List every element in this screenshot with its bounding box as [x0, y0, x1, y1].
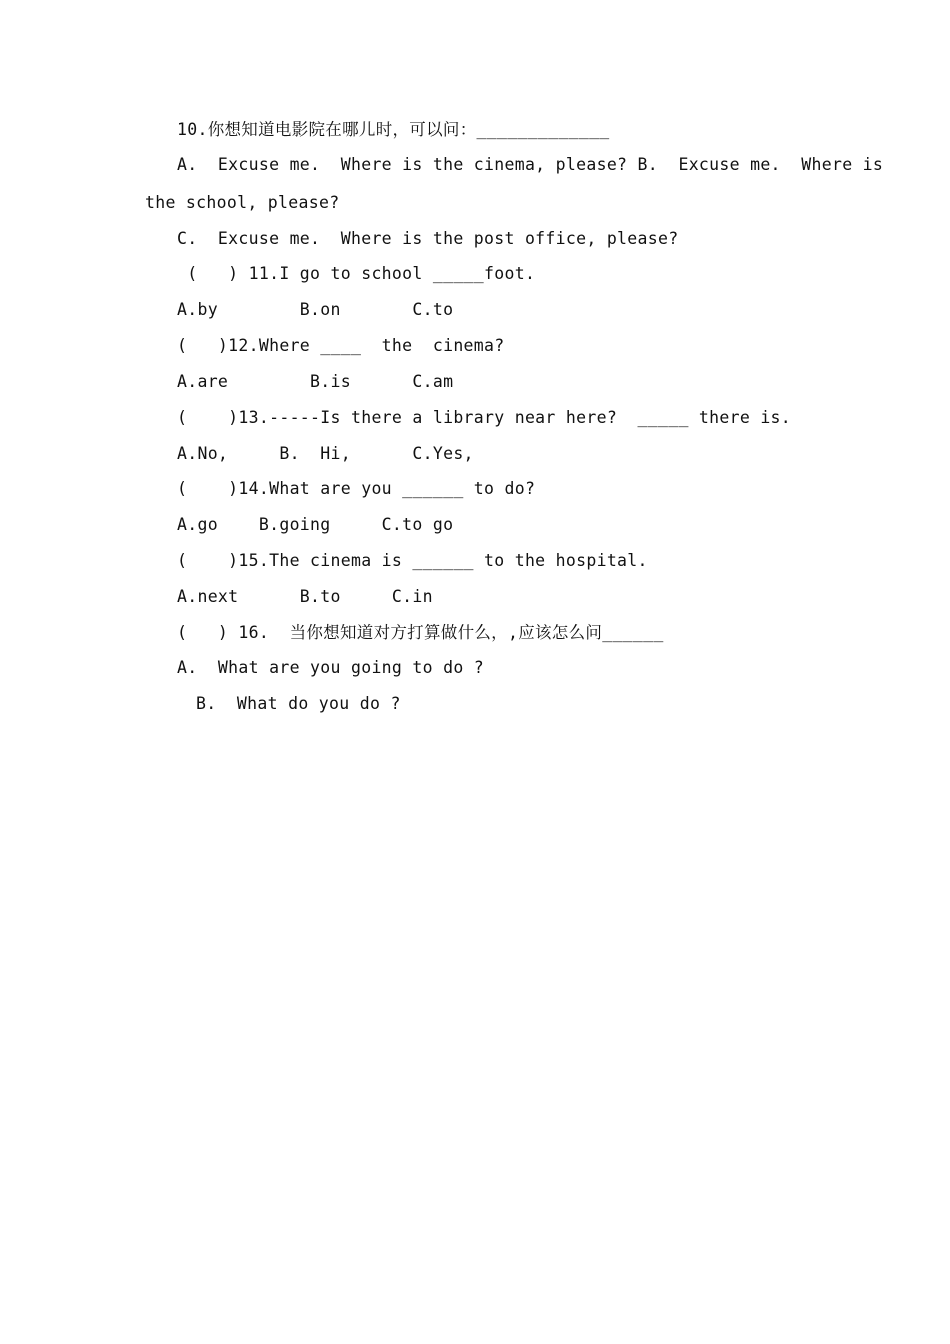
- question-13-options: A.No, B. Hi, C.Yes,: [177, 444, 474, 463]
- question-12-stem: ( )12.Where ____ the cinema?: [177, 336, 505, 355]
- question-14-options: A.go B.going C.to go: [177, 515, 454, 534]
- question-10-option-b-continued: the school, please?: [145, 193, 340, 212]
- question-11-stem: ( ) 11.I go to school _____foot.: [177, 264, 536, 283]
- question-12-options: A.are B.is C.am: [177, 372, 454, 391]
- question-10-option-a-b: A. Excuse me. Where is the cinema, please? B. Excuse me. Where is: [177, 155, 884, 174]
- question-10-option-c: C. Excuse me. Where is the post office, please?: [177, 229, 679, 248]
- question-16-option-a: A. What are you going to do ?: [177, 658, 485, 677]
- question-16-stem: ( ) 16. 当你想知道对方打算做什么，,应该怎么问______: [177, 623, 664, 642]
- question-16-option-b: B. What do you do ?: [196, 694, 401, 713]
- question-15-stem: ( )15.The cinema is ______ to the hospital.: [177, 551, 648, 570]
- question-13-stem: ( )13.-----Is there a library near here? _____ there is.: [177, 408, 792, 427]
- question-10-stem: 10.你想知道电影院在哪儿时，可以问：_____________: [177, 120, 610, 139]
- question-11-options: A.by B.on C.to: [177, 300, 454, 319]
- question-15-options: A.next B.to C.in: [177, 587, 433, 606]
- question-14-stem: ( )14.What are you ______ to do?: [177, 479, 536, 498]
